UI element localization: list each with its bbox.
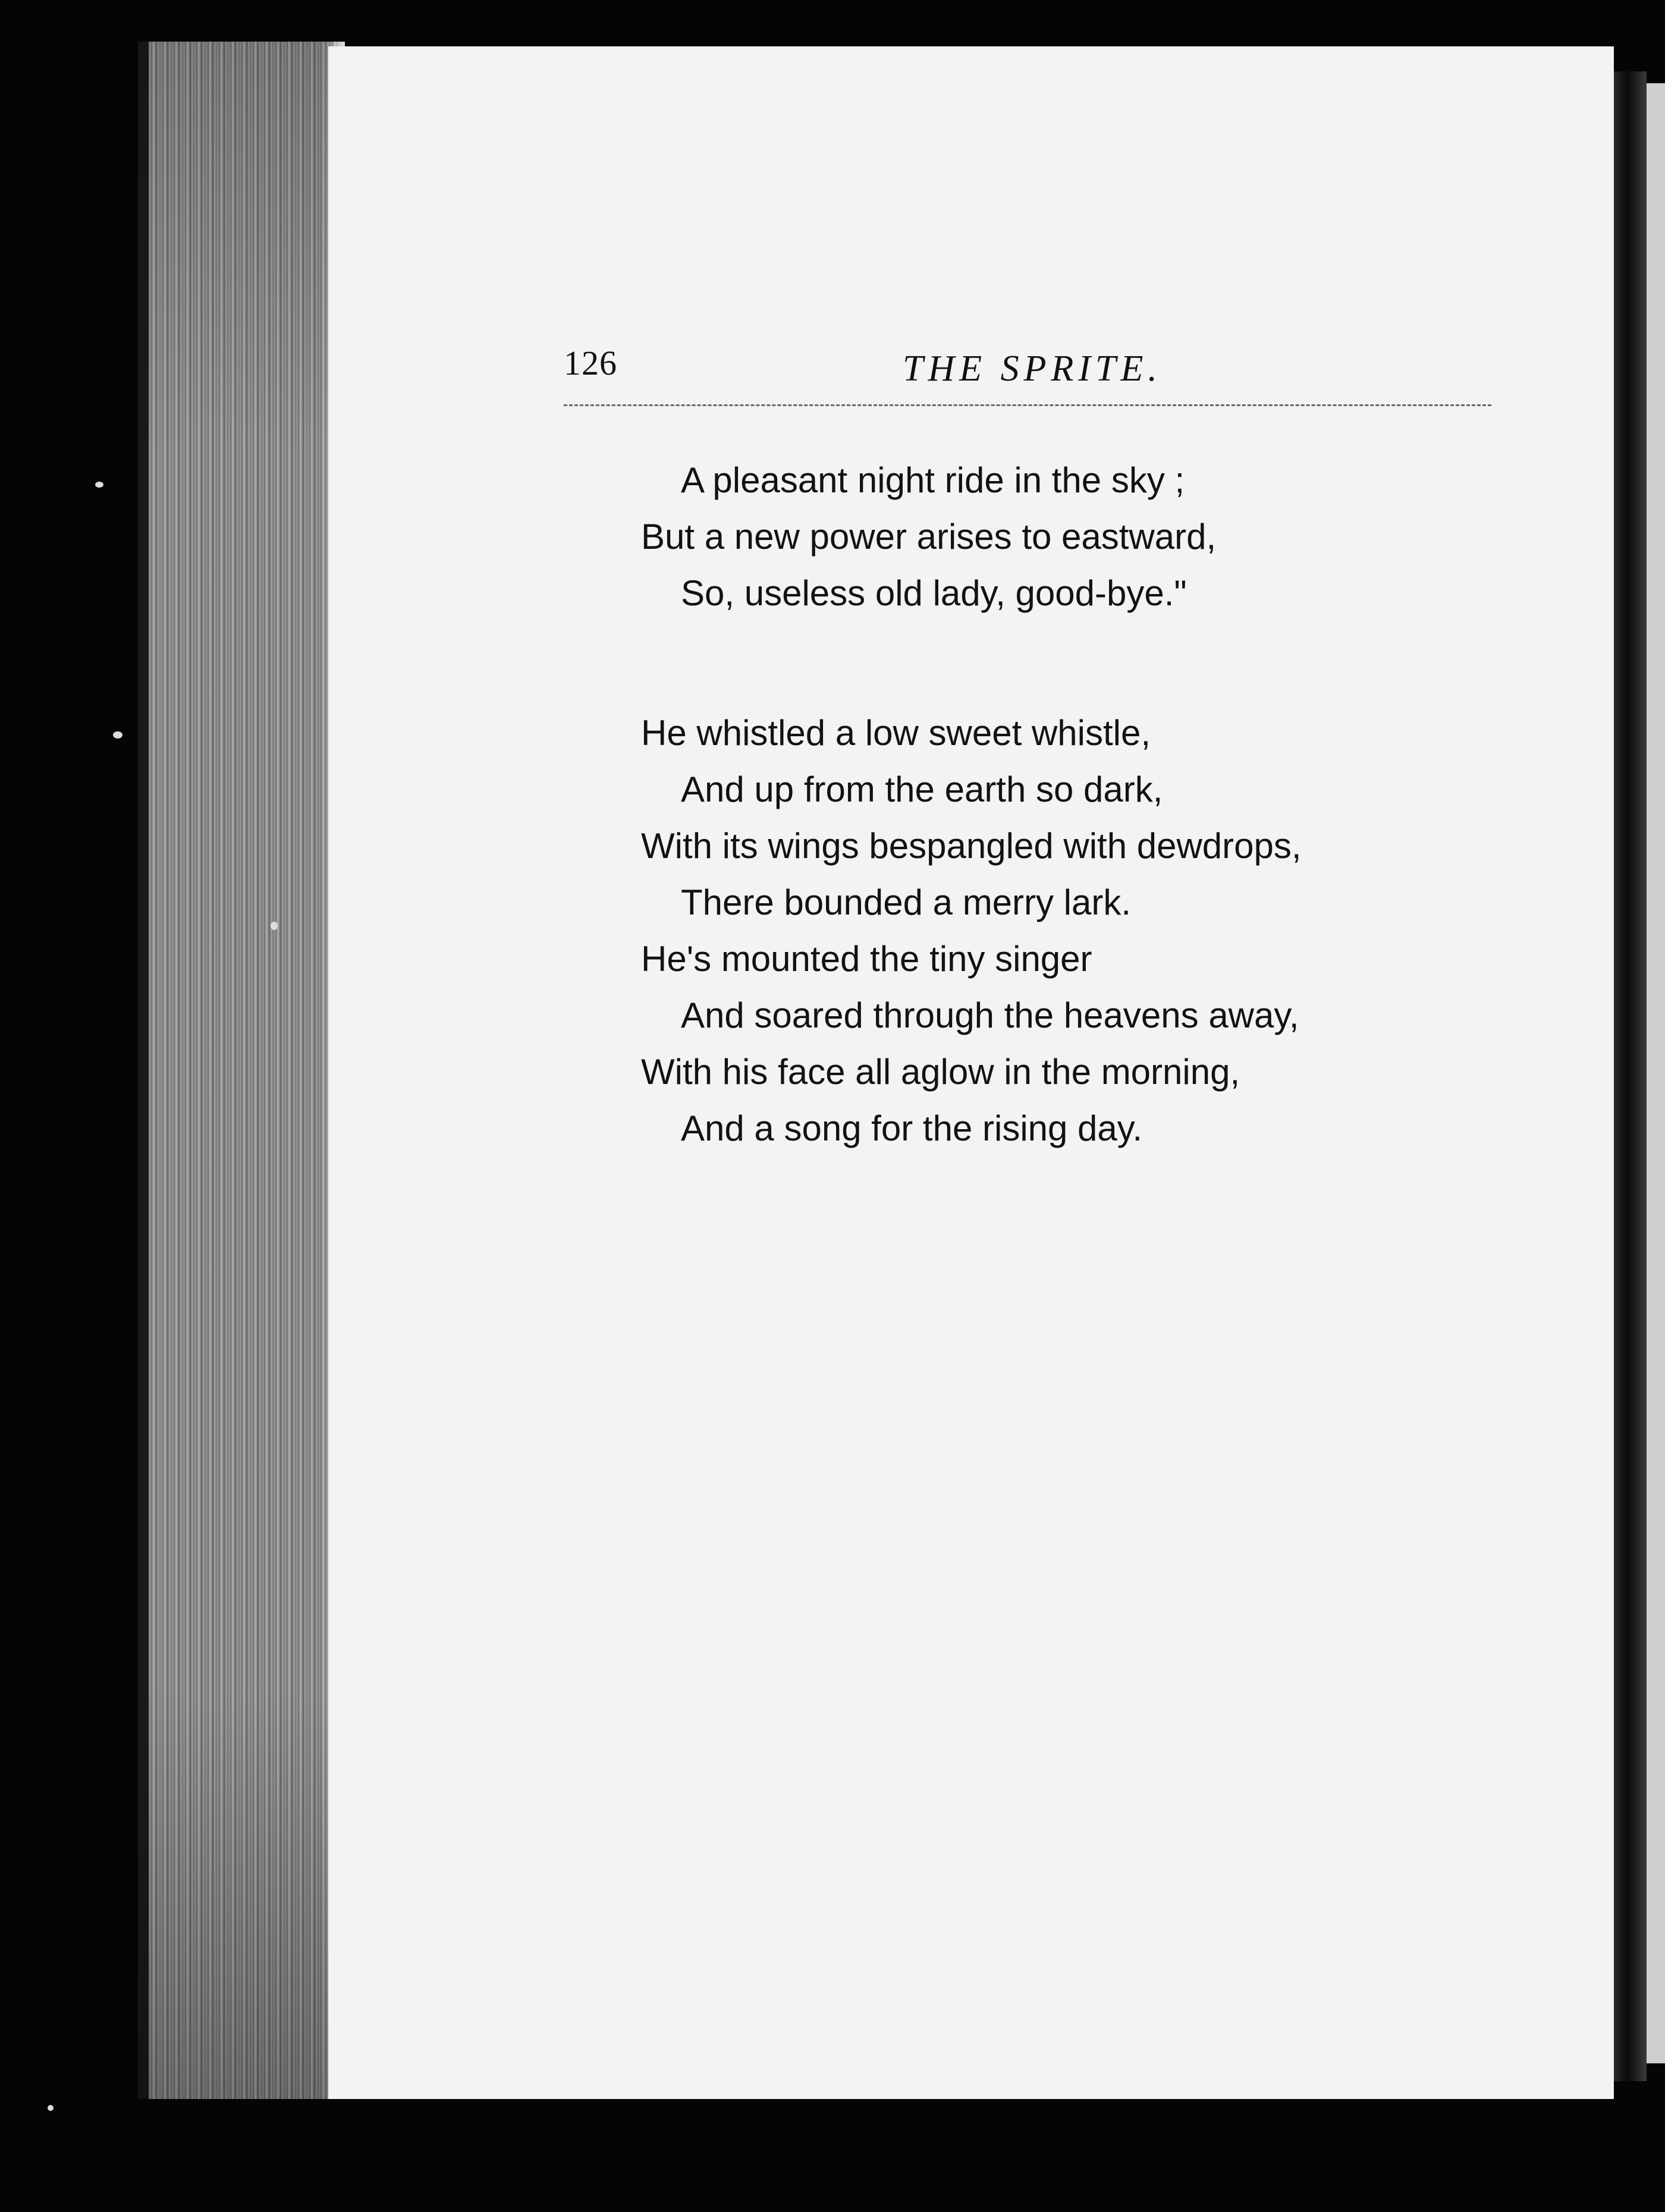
poem-line: And a song for the rising day. (681, 1108, 1143, 1148)
speck (271, 922, 278, 930)
speck (48, 2105, 54, 2111)
poem-line: With his face all aglow in the morning, (641, 1052, 1240, 1092)
poem-line: And up from the earth so dark, (681, 769, 1163, 809)
poem-line: But a new power arises to eastward, (641, 517, 1217, 557)
poem-line: And soared through the heavens away, (681, 995, 1299, 1035)
binding-shadow (1614, 71, 1647, 2081)
poem-line: A pleasant night ride in the sky ; (681, 460, 1185, 500)
speck (113, 731, 122, 739)
stanza (624, 452, 1516, 621)
header-rule (564, 404, 1491, 406)
edge-shadow (138, 42, 334, 2099)
page-header (564, 336, 1491, 401)
page-number: 126 (564, 344, 617, 382)
poem-line: With its wings bespangled with dewdrops, (641, 826, 1302, 866)
speck (95, 482, 103, 488)
poem-line: There bounded a merry lark. (681, 882, 1132, 922)
running-title: THE SPRITE. (903, 348, 1162, 389)
poem-line: He's mounted the tiny singer (641, 939, 1092, 979)
stanza (624, 705, 1516, 1157)
facing-page-edge (1647, 83, 1665, 2063)
poem-line: So, useless old lady, good-bye." (681, 573, 1187, 613)
poem-line: He whistled a low sweet whistle, (641, 713, 1151, 753)
poem-body (624, 452, 1516, 1240)
